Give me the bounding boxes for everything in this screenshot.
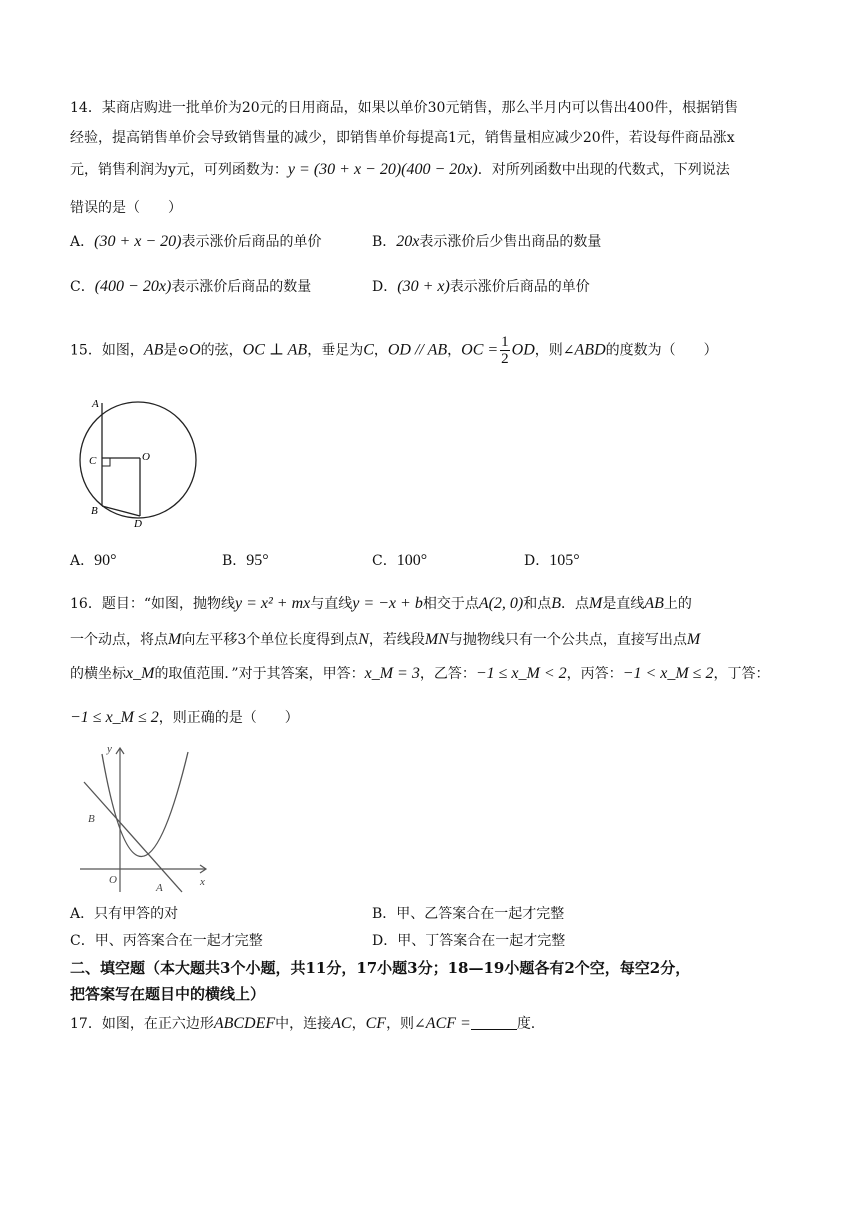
q16-text: ，若线段 [368,632,425,648]
q15-text: ，垂足为 [307,342,364,359]
section-2-heading-line-2: 把答案写在题目中的横线上） [70,985,266,1003]
q15-oc-perp-ab: OC ⊥ AB [242,341,308,359]
q15-option-c [372,551,427,571]
q17-stem [70,1014,535,1034]
q15-od: OD [511,341,535,359]
segment-bd [102,506,140,516]
q16-option-c [70,931,263,951]
option-text: 甲、乙答案合在一起才完整 [396,906,565,922]
q16-text: 是直线 [602,596,645,612]
option-text: 只有甲答的对 [94,906,179,922]
q16-option-a [70,904,178,924]
q15-option-d [524,551,580,571]
option-value: 90° [94,552,117,569]
q15-text: ，则∠ [534,342,575,359]
q17-text: 17．如图，在正六边形 [70,1016,214,1032]
label-b: B [91,505,98,517]
q16-answer-bing: −1 < x_M ≤ 2 [622,665,714,682]
q16-text: 一个动点，将点 [70,632,168,648]
q15-text: ， [373,342,388,359]
answer-blank[interactable] [471,1015,517,1030]
q16-point-b: B [551,595,562,612]
option-label: B． [222,553,247,569]
option-label: B． [372,906,397,922]
q16-answer-yi: −1 ≤ x_M < 2 [475,665,567,682]
q16-option-b [372,904,564,924]
option-text: 表示涨价后商品的单价 [449,279,590,295]
option-label: D． [524,553,550,569]
fraction-numerator: 1 [501,334,509,350]
q16-xm: x_M [126,665,155,682]
q16-parabola-eq: y = x² + mx [234,595,311,612]
q16-text: ，乙答： [419,666,476,682]
q14-option-a [70,232,321,252]
option-label: C． [70,933,95,949]
q15-fraction [500,334,510,367]
q16-text: 的取值范围．”对于其答案，甲答： [154,666,365,682]
q16-text: ，则正确的是（ ） [158,710,299,726]
label-y: y [107,743,112,755]
label-c: C [89,455,97,467]
q15-option-b [222,551,269,571]
q16-line-4 [70,708,299,728]
option-label: A． [70,234,95,250]
right-angle-mark [102,458,110,466]
q14-line-1: 14．某商店购进一批单价为20元的日用商品，如果以单价30元销售，那么半月内可以售出400件，根据销售 [70,100,739,116]
label-o: O [142,451,150,463]
q16-parabola-figure [76,742,216,897]
option-text: 甲、丙答案合在一起才完整 [94,933,263,949]
q16-text: 相交于点 [422,596,479,612]
label-o: O [109,874,117,886]
option-value: 100° [396,552,428,569]
option-text: 表示涨价后商品的单价 [181,234,322,250]
q16-text: ，丁答： [713,666,770,682]
q16-text: 和点 [523,596,552,612]
q17-text: 度. [516,1016,536,1032]
option-label: B． [372,234,397,250]
q15-stem [70,334,718,367]
option-label: D． [372,933,398,949]
q16-line-3 [70,664,769,684]
option-value: 105° [549,552,580,569]
label-b: B [88,813,95,825]
q16-text: ，丙答： [566,666,623,682]
q16-text: 的横坐标 [70,666,126,682]
q16-text: 上的 [663,596,692,612]
q16-mn: MN [424,631,449,648]
option-expr: (30 + x − 20) [94,233,182,250]
circle-o [80,402,196,518]
q16-text: 与抛物线只有一个公共点，直接写出点 [448,632,687,648]
q16-line-2 [70,630,700,650]
q16-point-m: M [686,631,701,648]
option-expr: (30 + x) [397,278,450,295]
q14-line-4: 错误的是（ ） [70,200,182,216]
line-ab [84,782,182,892]
q17-ac: AC [331,1015,352,1032]
q14-line-2: 经验，提高销售单价会导致销售量的减少，即销售单价每提高1元，销售量相应减少20件，若设每件商品涨x [70,130,735,146]
option-value: 95° [246,552,269,569]
option-label: D． [372,279,398,295]
q15-od-parallel-ab: OD // AB [387,341,448,359]
label-d: D [134,518,142,530]
label-a: A [156,882,163,894]
q14-line-3 [70,160,730,180]
q17-hexagon: ABCDEF [213,1015,276,1032]
q16-point-m: M [589,595,603,612]
q14-line-3-text: 元，销售利润为y元，可列函数为： [70,162,288,178]
option-text: 甲、丁答案合在一起才完整 [397,933,566,949]
q17-cf: CF [365,1015,387,1032]
q16-point-a: A(2, 0) [478,595,524,612]
label-a: A [92,398,99,410]
q15-prefix: 15．如图， [70,342,144,359]
q14-line-3-post: ．对所列函数中出现的代数式，下列说法 [477,162,730,178]
q17-text: ， [351,1016,366,1032]
q15-ab: AB [143,341,164,359]
option-label: C． [372,553,397,569]
option-expr: (400 − 20x) [94,278,172,295]
option-label: A． [70,906,95,922]
option-label: C． [70,279,95,295]
q15-text: ， [447,342,462,359]
option-text: 表示涨价后少售出商品的数量 [419,234,602,250]
q16-text: ．点 [561,596,590,612]
q16-ab: AB [644,595,664,612]
fraction-denominator: 2 [501,351,509,367]
q15-o: O [189,341,201,359]
q17-text: 中，连接 [275,1016,332,1032]
q15-text: 是⊙ [163,342,190,359]
q16-line-1 [70,594,692,614]
option-text: 表示涨价后商品的数量 [171,279,312,295]
q15-abd: ABD [574,341,606,359]
q16-text: 与直线 [310,596,353,612]
q15-circle-figure [78,390,218,530]
q15-text: 的度数为（ ） [605,342,718,359]
q16-point-n: N [358,631,369,648]
q14-formula: y = (30 + x − 20)(400 − 20x) [287,161,478,178]
q15-text: 的弦， [200,342,243,359]
q16-text: 16．题目：“如图，抛物线 [70,596,235,612]
q15-c: C [363,341,374,359]
q16-answer-jia: x_M = 3 [364,665,420,682]
q16-point-m: M [168,631,182,648]
label-x: x [200,876,205,888]
q16-line-eq: y = −x + b [352,595,423,612]
q16-text: 向左平移3个单位长度得到点 [181,632,359,648]
parabola-curve [102,752,188,857]
q14-option-c [70,277,311,297]
q16-answer-ding: −1 ≤ x_M ≤ 2 [70,709,159,726]
q16-option-d [372,931,565,951]
q17-text: ，则∠ [386,1016,426,1032]
option-label: A． [70,553,95,569]
option-expr: 20x [396,233,420,250]
q15-oc-eq: OC = [461,341,499,359]
section-2-heading-line-1: 二、填空题（本大题共3个小题，共11分，17小题3分；18—19小题各有2个空，每空2分， [70,959,691,977]
q14-option-d [372,277,590,297]
q15-option-a [70,551,117,571]
q14-option-b [372,232,601,252]
q17-angle-acf: ACF = [425,1015,471,1032]
